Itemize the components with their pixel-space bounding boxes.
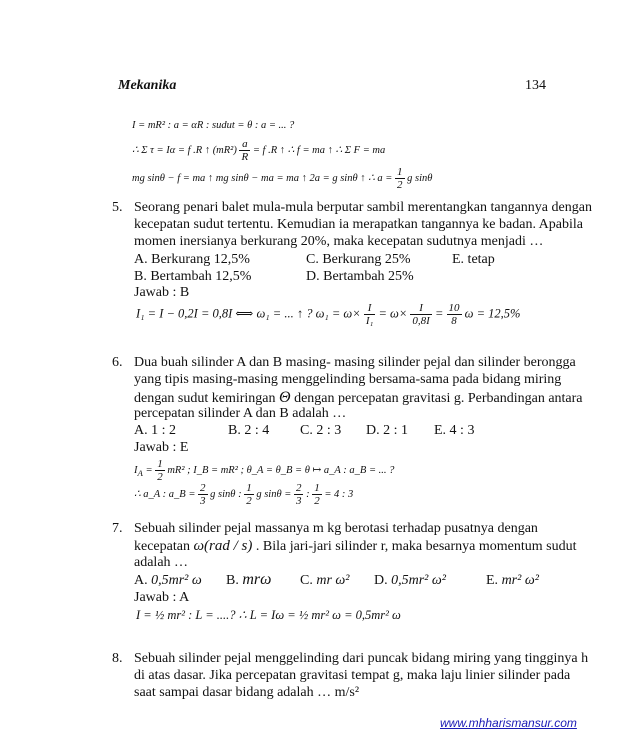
question-6-option-d: D. 2 : 1 xyxy=(366,423,408,438)
question-5-option-b: B. Bertambah 12,5% xyxy=(134,269,252,284)
question-7-option-b xyxy=(226,571,271,589)
question-8-line-3: saat sampai dasar bidang adalah … m/s² xyxy=(134,685,360,700)
solution-fraction xyxy=(294,482,304,507)
question-7-solution: I = ½ mr² : L = ....? ∴ L = Iω = ½ mr² ω = 0,5mr² ω xyxy=(136,608,401,622)
solution-fraction xyxy=(244,482,254,507)
theta-symbol: Θ xyxy=(279,389,291,406)
fraction-denominator: 2 xyxy=(246,495,252,507)
intro-equation-3-right: g sinθ xyxy=(407,172,433,184)
intro-equation-3 xyxy=(132,166,432,191)
solution-fraction-2 xyxy=(410,302,431,327)
question-5-line-2: kecepatan sudut tertentu. Kemudian ia merapatkan tangannya ke badan. Apabila xyxy=(134,217,583,232)
solution-part: I₁ = I − 0,2I = 0,8I ⟺ ω₁ = ... ↑ ? ω₁ = ω× xyxy=(136,306,361,321)
question-5-option-a: A. Berkurang 12,5% xyxy=(134,252,250,267)
solution-part: I xyxy=(134,464,138,476)
question-5-option-d: D. Bertambah 25% xyxy=(306,269,414,284)
question-5-option-e: E. tetap xyxy=(452,252,495,267)
question-6-option-b: B. 2 : 4 xyxy=(228,423,270,438)
question-7-option-d xyxy=(374,573,446,589)
fraction-numerator: I xyxy=(410,302,431,315)
question-6-solution-2 xyxy=(134,482,353,507)
question-8-line-2: di atas dasar. Jika percepatan gravitasi tempat g, maka laju linier silinder pada xyxy=(134,668,571,683)
option-label: C. xyxy=(300,573,313,588)
solution-fraction-half xyxy=(155,458,165,483)
fraction-numerator: 2 xyxy=(200,482,206,494)
question-6-option-c: C. 2 : 3 xyxy=(300,423,342,438)
question-7-line-2-right: . Bila jari-jari silinder r, maka besarnya momentum sudut xyxy=(255,539,577,554)
fraction-numerator: 2 xyxy=(295,482,302,494)
intro-fraction-half xyxy=(395,166,405,191)
solution-part: = 4 : 3 xyxy=(324,488,354,500)
footer-website-link[interactable]: www.mhharismansur.com xyxy=(440,716,577,730)
subscript: A xyxy=(137,468,143,478)
question-6-option-a: A. 1 : 2 xyxy=(134,423,176,438)
intro-fraction-a-over-r xyxy=(239,138,250,163)
question-5-answer: Jawab : B xyxy=(134,285,190,300)
question-7-line-2-left: kecepatan xyxy=(134,539,190,554)
option-value: 0,5mr² ω² xyxy=(391,573,446,588)
question-5-number: 5. xyxy=(112,200,123,215)
option-label: D. xyxy=(374,573,388,588)
question-6-line-3 xyxy=(134,389,583,407)
solution-fraction-1 xyxy=(364,302,376,327)
fraction-denominator: 2 xyxy=(397,179,403,191)
fraction-denominator: 3 xyxy=(200,495,206,507)
question-8-number: 8. xyxy=(112,651,123,666)
question-6-solution-1 xyxy=(134,458,394,483)
intro-equation-2-right: = f .R ↑ ∴ f = ma ↑ ∴ Σ F = ma xyxy=(252,144,386,156)
page-number: 134 xyxy=(525,78,546,93)
solution-part: g sinθ : xyxy=(210,488,242,500)
question-7-answer: Jawab : A xyxy=(134,590,190,605)
option-value: 0,5mr² ω xyxy=(151,573,202,588)
question-7-option-e xyxy=(486,573,539,589)
question-6-line-3-left: dengan sudut kemiringan xyxy=(134,391,276,406)
question-7-line-3: adalah … xyxy=(134,555,189,570)
fraction-numerator: 1 xyxy=(246,482,252,494)
running-header-title: Mekanika xyxy=(118,78,177,93)
fraction-denominator: 2 xyxy=(157,471,163,483)
intro-equation-2-left: ∴ Σ τ = Iα = f .R ↑ (mR²) xyxy=(132,144,237,156)
question-7-number: 7. xyxy=(112,521,123,536)
solution-part: mR² ; I_B = mR² ; θ_A = θ_B = θ ↦ a_A : a_B = ... ? xyxy=(167,464,395,476)
fraction-denominator: 0,8I xyxy=(412,315,430,327)
intro-equation-1: I = mR² : a = αR : sudut = θ : a = ... ? xyxy=(132,120,295,131)
question-6-line-2: yang tipis masing-masing menggelinding bersama-sama pada bidang miring xyxy=(134,372,562,387)
fraction-numerator: 10 xyxy=(448,302,460,314)
fraction-numerator: I xyxy=(364,302,376,315)
fraction-numerator: 1 xyxy=(397,166,403,178)
question-7-line-2 xyxy=(134,538,576,555)
fraction-numerator: 1 xyxy=(157,458,163,470)
solution-part: ω = 12,5% xyxy=(464,306,521,321)
intro-equation-3-left: mg sinθ − f = ma ↑ mg sinθ − ma = ma ↑ 2a = g sinθ ↑ ∴ a = xyxy=(132,172,393,184)
option-value: mr² ω² xyxy=(501,573,539,588)
option-label: A. xyxy=(134,573,148,588)
question-6-line-1: Dua buah silinder A dan B masing- masing silinder pejal dan silinder berongga xyxy=(134,355,576,370)
solution-fraction xyxy=(312,482,322,507)
fraction-numerator: 1 xyxy=(314,482,320,494)
question-5-solution xyxy=(136,302,520,327)
solution-part: g sinθ = xyxy=(256,488,292,500)
question-7-option-a xyxy=(134,573,202,589)
solution-part: : xyxy=(306,488,310,500)
question-6-answer: Jawab : E xyxy=(134,440,189,455)
question-6-number: 6. xyxy=(112,355,123,370)
solution-fraction xyxy=(198,482,208,507)
question-6-option-e: E. 4 : 3 xyxy=(434,423,475,438)
question-6-line-3-right: dengan percepatan gravitasi g. Perbandingan antara xyxy=(294,391,583,406)
intro-equation-2 xyxy=(132,138,385,163)
fraction-denominator: 3 xyxy=(295,495,302,507)
fraction-denominator: 8 xyxy=(451,315,457,327)
solution-part: ∴ a_A : a_B = xyxy=(134,488,196,500)
fraction-denominator: 2 xyxy=(314,495,320,507)
solution-part: = ω× xyxy=(378,306,408,321)
question-5-line-1: Seorang penari balet mula-mula berputar sambil merentangkan tangannya dengan xyxy=(134,200,592,215)
option-value: mr ω² xyxy=(316,573,350,588)
fraction-denominator: R xyxy=(241,151,249,163)
question-7-line-1: Sebuah silinder pejal massanya m kg berotasi terhadap pusatnya dengan xyxy=(134,521,538,536)
option-value: mrω xyxy=(242,571,272,588)
solution-part: = xyxy=(434,306,444,321)
question-7-option-c xyxy=(300,573,349,589)
omega-unit: ω(rad / s) xyxy=(193,538,253,554)
option-label: E. xyxy=(486,573,499,588)
option-label: B. xyxy=(226,573,239,588)
solution-part: = xyxy=(145,464,153,476)
fraction-numerator: a xyxy=(239,138,250,151)
question-5-line-3: momen inersianya berkurang 20%, maka kecepatan sudutnya menjadi … xyxy=(134,234,544,249)
question-6-line-4: percepatan silinder A dan B adalah … xyxy=(134,406,347,421)
question-5-option-c: C. Berkurang 25% xyxy=(306,252,411,267)
solution-fraction-3 xyxy=(447,302,462,327)
question-8-line-1: Sebuah silinder pejal menggelinding dari puncak bidang miring yang tingginya h xyxy=(134,651,589,666)
fraction-denominator: I₁ xyxy=(365,315,374,327)
